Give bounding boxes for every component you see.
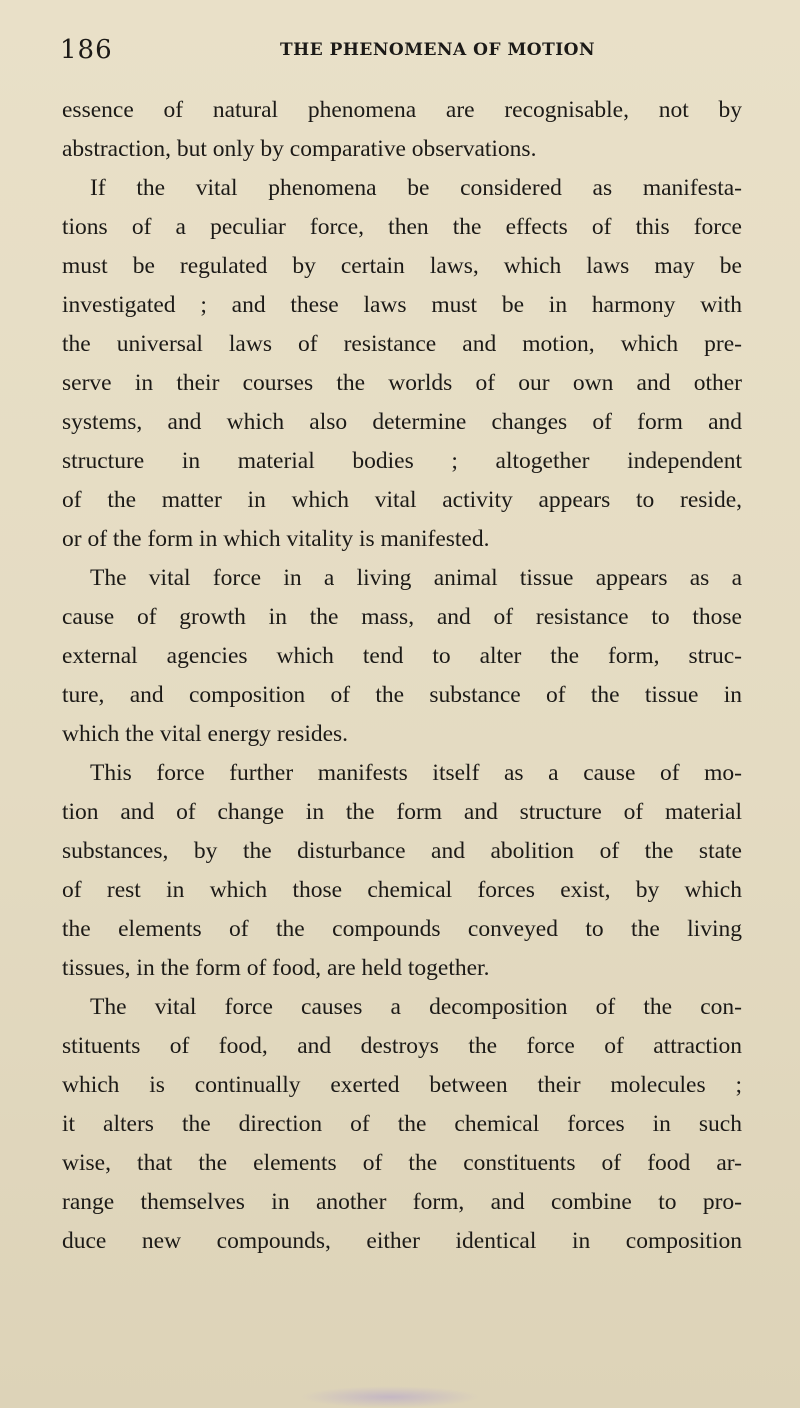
text-line: cause of growth in the mass, and of resistance to those	[62, 604, 742, 630]
text-line: The vital force causes a decomposition of the con-	[90, 994, 742, 1020]
text-line: range themselves in another form, and combine to pro-	[62, 1189, 742, 1215]
text-line: which is continually exerted between their molecules ;	[62, 1072, 742, 1098]
text-line: external agencies which tend to alter the form, struc-	[62, 643, 742, 669]
text-line: or of the form in which vitality is manifested.	[62, 526, 490, 552]
text-line: tissues, in the form of food, are held together.	[62, 955, 490, 981]
text-line: systems, and which also determine changes of form and	[62, 409, 742, 435]
text-line: it alters the direction of the chemical forces in such	[62, 1111, 742, 1137]
text-line: the elements of the compounds conveyed to the living	[62, 916, 742, 942]
text-line: structure in material bodies ; altogether independent	[62, 448, 742, 474]
paper-stain	[300, 1386, 480, 1408]
text-line: If the vital phenomena be considered as manifesta-	[90, 175, 742, 201]
text-line: stituents of food, and destroys the force of attraction	[62, 1033, 742, 1059]
text-line: must be regulated by certain laws, which laws may be	[62, 253, 742, 279]
text-line: tion and of change in the form and structure of material	[62, 799, 742, 825]
text-line: This force further manifests itself as a cause of mo-	[90, 760, 742, 786]
text-line: which the vital energy resides.	[62, 721, 349, 747]
body-text	[62, 91, 742, 1261]
running-head: THE PHENOMENA OF MOTION	[280, 40, 596, 60]
text-line: essence of natural phenomena are recognisable, not by	[62, 97, 742, 123]
text-line: the universal laws of resistance and motion, which pre-	[62, 331, 742, 357]
text-line: serve in their courses the worlds of our own and other	[62, 370, 742, 396]
text-line: tions of a peculiar force, then the effects of this force	[62, 214, 742, 240]
page-number: 186	[60, 35, 113, 65]
page-header	[60, 32, 740, 68]
text-line: abstraction, but only by comparative observations.	[62, 136, 537, 162]
text-line: of rest in which those chemical forces exist, by which	[62, 877, 742, 903]
text-line: duce new compounds, either identical in composition	[62, 1228, 742, 1254]
text-line: wise, that the elements of the constituents of food ar-	[62, 1150, 742, 1176]
text-line: investigated ; and these laws must be in harmony with	[62, 292, 742, 318]
text-line: The vital force in a living animal tissue appears as a	[90, 565, 742, 591]
text-line: ture, and composition of the substance of the tissue in	[62, 682, 742, 708]
text-line: substances, by the disturbance and abolition of the state	[62, 838, 742, 864]
text-line: of the matter in which vital activity appears to reside,	[62, 487, 742, 513]
